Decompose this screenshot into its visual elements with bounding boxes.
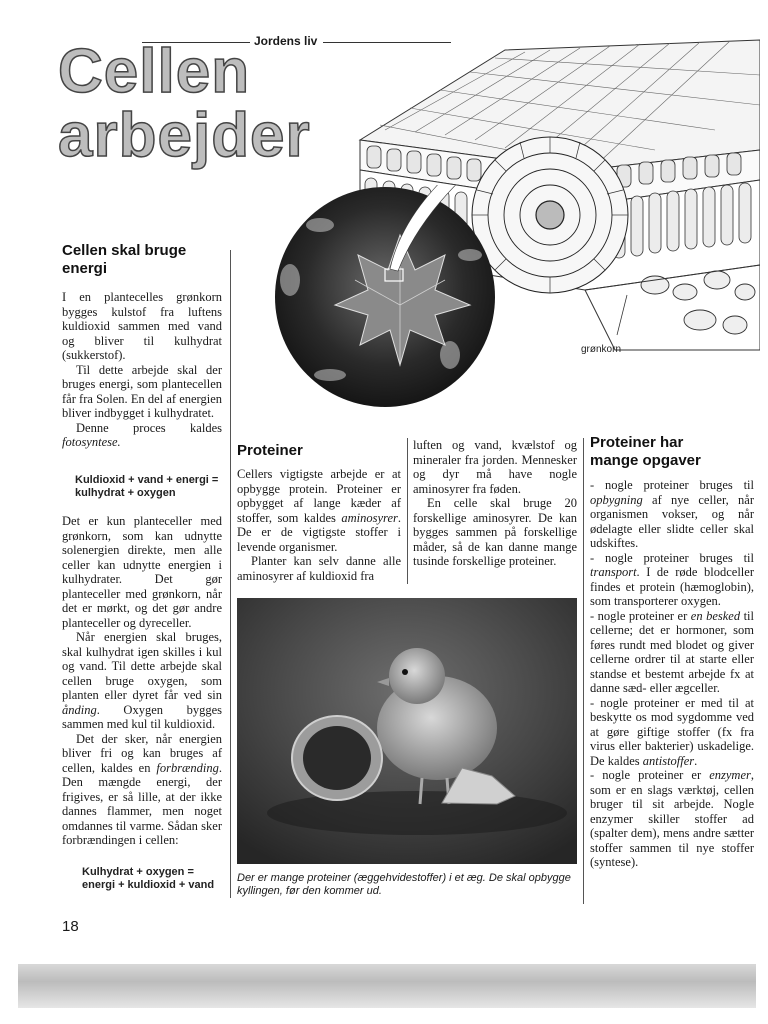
formula-line: Kulhydrat + oxygen = [82,866,194,878]
formula-forbraending [82,866,232,892]
col1-text-bottom [62,514,222,848]
paragraph [62,421,222,450]
term-aminosyrer: aminosyrer [341,510,398,525]
paragraph: Det er kun planteceller med grønkorn, som kan udnytte solenergien direkte, men alle celler kan udnytte energien i kulhydrater. Det gør planteceller med grønkorn, når det er mørkt, og det gør andre planteceller og dyreceller. [62,514,222,630]
heading-line: Proteiner har [590,434,684,451]
chick-and-eggshell-photo [237,598,577,864]
column-rule [230,250,231,898]
paragraph [62,630,222,732]
text-run: Når energien skal bruges, skal kulhydrat igen skilles i kul og vand. Til dette arbejde skal cellen bruge oxygen, som planten eller dyret får ved sin [62,630,222,702]
leaf-photo [250,185,520,410]
paragraph: Planter kan selv danne alle aminosyrer af kuldioxid fra [237,554,401,583]
paragraph: Til dette arbejde skal der bruges energi, som plantecellen får fra Solen. En del af energien bliver indbygget i kulhydratet. [62,362,222,420]
term-enzymer: enzymer [709,768,751,782]
paragraph [62,732,222,848]
term-en-besked: en besked [690,608,741,623]
heading-line: mange opgaver [590,452,701,469]
text-run: . [694,753,698,768]
term-forbraending: forbrænding [156,760,219,775]
text-run: - nogle proteiner er [590,768,710,782]
col3-text [413,438,577,569]
col1-text-top [62,290,222,450]
heading-cellen-skal-bruge-energi: Cellen skal bruge energi [62,242,187,277]
heading-proteiner-har-mange-opgaver [590,434,701,470]
text-run: . I de røde blodceller findes et protein (hæmoglobin), som transporterer oxygen. [590,565,754,608]
formula-line: Kuldioxid + vand + energi = [75,474,219,486]
scan-edge-strip [18,964,756,1008]
heading-proteiner: Proteiner [237,442,303,459]
list-item [590,551,754,609]
text-run: - nogle proteiner bruges til [590,478,754,492]
paragraph: I en plantecelles grønkorn bygges kulstof fra luftens kuldioxid sammen med vand og bliver til kulhydrat (sukkerstof). [62,290,222,362]
title-line-1: Cellen [58,37,251,106]
page-number: 18 [62,918,79,935]
list-item [590,768,754,870]
term-antistoffer: antistoffer [642,753,695,768]
chick-photo-art [237,598,577,864]
list-item [590,478,754,551]
page-title [58,37,311,170]
illustration-label-gronkorn: grønkorn [581,344,622,355]
text-run: . Den mængde energi, der frigives, er så lille, at der ikke dannes flammer, men noget omdannes til varme. Sådan sker forbrændingen i cellen: [62,760,222,847]
paragraph [237,467,401,554]
text-run: . Oxygen bygges sammen med kul til kuldioxid. [62,702,222,731]
paragraph: En celle skal bruge 20 forskellige aminosyrer. De kan bygges sammen på forskellige måder, så de kan danne mange tusinde forskellige proteiner. [413,496,577,568]
text-run: til cellerne; det er hormoner, som føres rundt med blodet og giver cellerne ordrer til at starte eller standse et bestemt arbejde fx at danne sæd- eller ægceller. [590,608,754,695]
text-run: - nogle proteiner bruges til [590,550,754,565]
term-opbygning: opbygning [590,492,643,507]
term-transport: transport [590,565,637,579]
title-line-2: arbejder [58,101,311,170]
text-run: - nogle proteiner er med til at beskytte os mod sygdomme ved at gøre giftige stoffer (fx fra virus eller bakterier) uskadelige. De kaldes [590,695,754,768]
list-item [590,696,754,769]
col4-text [590,478,754,870]
column-rule [407,438,408,584]
section-label: Jordens liv [254,34,318,48]
col2-text [237,467,401,583]
term-anding: ånding [62,702,97,717]
formula-line: kulhydrat + oxygen [75,487,176,499]
column-rule [583,438,584,904]
photo-caption: Der er mange proteiner (æggehvidestoffer) i et æg. De skal opbygge kyllingen, før den kommer ud. [237,872,571,897]
term-fotosyntese: fotosyntese. [62,435,121,449]
text-run: , som er en slags værktøj, cellen bruger til sit arbejde. Nogle enzymer skiller stoffer ad (spalter dem), mens andre sætter stoffer sammen til nye stoffer (syntese). [590,768,754,869]
text-run: . De er de vigtigste stoffer i levende organismer. [237,510,401,554]
text-run: Cellers vigtigste arbejde er at opbygge protein. Proteiner er opbygget af lange kæder af stoffer, som kaldes [237,467,401,525]
list-item [590,609,754,696]
text-run: af nye celler, når organismen vokser, og når ødelagte eller slidte celler skal udskiftes. [590,492,754,550]
text-run: Det der sker, når energien bliver fri og kan bruges af cellen, kaldes en [62,731,222,775]
text-run: Denne proces kaldes [76,420,222,435]
text-run: - nogle proteiner er [590,608,691,623]
paragraph: luften og vand, kvælstof og mineraler fra jorden. Mennesker og dyr må have nogle aminosyrer fra føden. [413,438,577,496]
formula-fotosyntese [75,474,225,500]
formula-line: energi + kuldioxid + vand [82,879,215,891]
